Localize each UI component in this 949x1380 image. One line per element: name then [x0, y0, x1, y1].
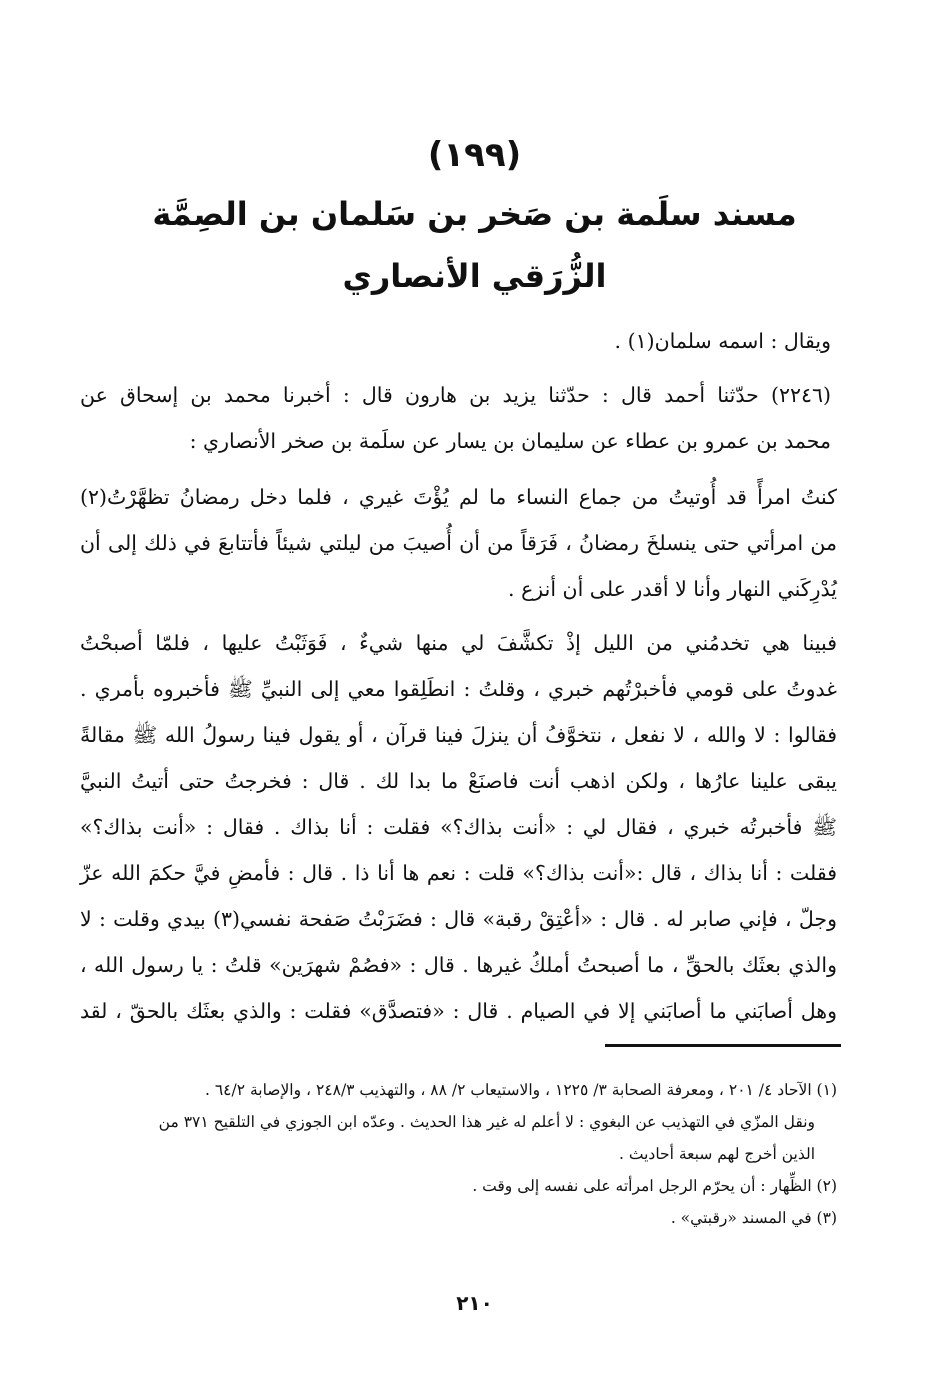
paragraph-line: من امرأتي حتى ينسلخَ رمضانُ ، فَرَقاً من أن أُصيبَ من ليلتي شيئاً فأتتابعَ في ذلك إلى أن	[80, 531, 837, 555]
paragraph-isnad	[80, 372, 831, 464]
chapter-number: (١٩٩)	[427, 135, 522, 175]
paragraph-line: وجلّ ، فإني صابر له . قال : «أعْتِقْ رقبة» قال : فضَرَبْتُ صَفحة نفسي(٣) بيدي وقلت : لا	[80, 907, 837, 931]
paragraph-line: محمد بن عمرو بن عطاء عن سليمان بن يسار عن سلَمة بن صخر الأنصاري :	[189, 429, 831, 453]
footnote-divider	[605, 1044, 841, 1047]
footnotes	[80, 1074, 837, 1234]
paragraph-line: ﷺ فأخبرتُه خبري ، فقال لي : «أنت بذاك؟» فقلت : أنا بذاك . فقال : «أنت بذاك؟»	[80, 815, 837, 839]
paragraph-line: والذي بعثَك بالحقِّ ، ما أصبحتُ أملكُ غيرها . قال : «فصُمْ شهرَين» قلتُ : يا رسول الله ،	[80, 953, 837, 977]
footnote-1-continuation: ونقل المزّي في التهذيب عن البغوي : لا أعلم له غير هذا الحديث . وعدّه ابن الجوزي في التلقيح ٣٧١ من	[158, 1113, 815, 1131]
paragraph-line: كنتُ امرأً قد أُوتيتُ من جماع النساء ما لم يُؤْتَ غيري ، فلما دخل رمضانُ تظهَّرْتُ(٢)	[80, 485, 837, 509]
paragraph-line: فبينا هي تخدمُني من الليل إذْ تكشَّفَ لي منها شيءٌ ، فَوَثَبْتُ عليها ، فلمّا أصبحْتُ	[80, 631, 837, 655]
paragraph-matn-2	[80, 620, 837, 1034]
footnote-1-continuation: الذين أخرج لهم سبعة أحاديث .	[619, 1145, 815, 1163]
paragraph-line: فقلت : أنا بذاك ، قال :«أنت بذاك؟» قلت : نعم ها أنا ذا . قال : فأمضِ فيَّ حكمَ الله عزّ	[80, 861, 837, 885]
intro-line	[615, 318, 831, 364]
page-number: ٢١٠	[456, 1291, 493, 1315]
paragraph-line: (٢٢٤٦) حدّثنا أحمد قال : حدّثنا يزيد بن هارون قال : أخبرنا محمد بن إسحاق عن	[80, 383, 831, 407]
paragraph-line: وهل أصابَني ما أصابَني إلا في الصيام . قال : «فتصدَّق» فقلت : والذي بعثَك بالحقّ ، لقد	[80, 999, 837, 1023]
paragraph-line: فقالوا : لا والله ، لا نفعل ، نتخوَّفُ أن ينزلَ فينا قرآن ، أو يقول فينا رسولُ الله ﷺ مقالةً	[80, 723, 837, 747]
footnote-2: (٢) الظِّهار : أن يحرّم الرجل امرأته على نفسه إلى وقت .	[472, 1177, 837, 1195]
chapter-title-line-2: الزُّرَقي الأنصاري	[342, 257, 607, 295]
paragraph-line: يُدْرِكَني النهار وأنا لا أقدر على أن أنزع .	[508, 577, 837, 601]
footnote-3: (٣) في المسند «رقبتي» .	[670, 1209, 837, 1227]
intro-text: ويقال : اسمه سلمان(١) .	[614, 329, 831, 353]
paragraph-line: غدوتُ على قومي فأخبرْتُهم خبري ، وقلتُ : انطَلِقوا معي إلى النبيِّ ﷺ فأخبروه بأمري .	[80, 677, 837, 701]
paragraph-matn-1	[80, 474, 837, 612]
footnote-1: (١) الآحاد ٤/ ٢٠١ ، ومعرفة الصحابة ٣/ ١٢٢٥ ، والاستيعاب ٢/ ٨٨ ، والتهذيب ٢٤٨/٣ ، والإصابة ٦٤/٢ .	[204, 1081, 837, 1099]
chapter-title-line-1: مسند سلَمة بن صَخر بن سَلمان بن الصِمَّة	[152, 195, 797, 233]
paragraph-line: يبقى علينا عارُها ، ولكن اذهب أنت فاصنَعْ ما بدا لك . قال : فخرجتُ حتى أتيتُ النبيَّ	[80, 769, 837, 793]
